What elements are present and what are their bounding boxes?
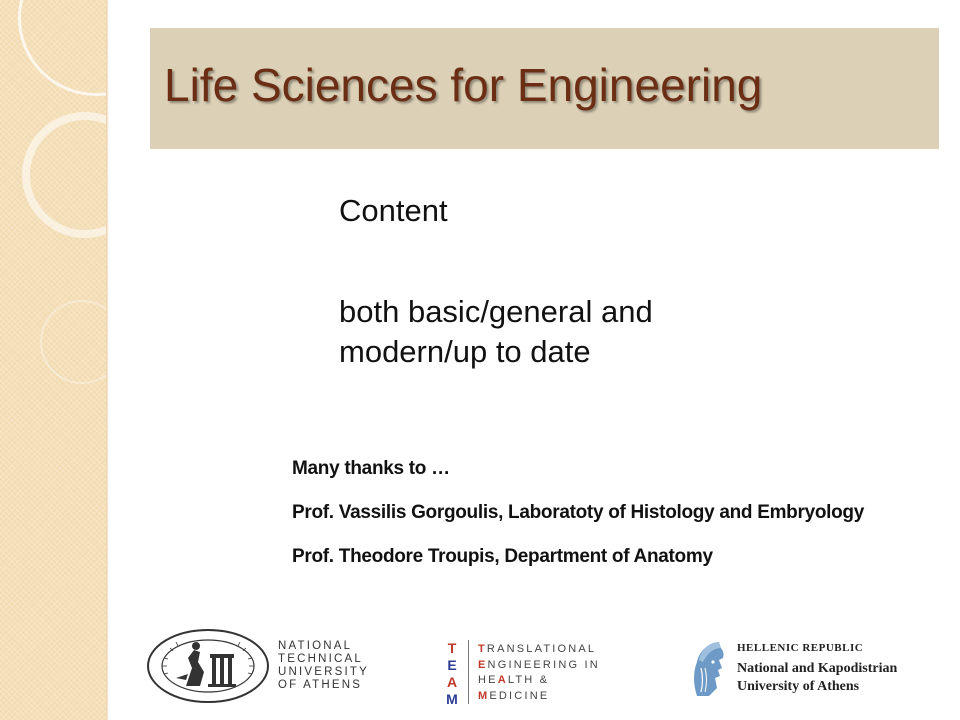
decorative-sidebar (0, 0, 106, 720)
team-line: MEDICINE (478, 689, 550, 702)
content-line: both basic/general and (339, 294, 653, 329)
decorative-ring (40, 300, 106, 384)
ntua-line: UNIVERSITY (278, 666, 370, 678)
team-divider (468, 640, 469, 704)
team-line: HEALTH & (478, 674, 550, 686)
acknowledgements (292, 458, 960, 590)
sidebar-edge (106, 0, 109, 720)
team-letter: M (446, 691, 458, 707)
ntua-name (278, 640, 369, 692)
team-letter: E (447, 657, 457, 673)
team-letter: T (447, 640, 457, 656)
slide-title: Life Sciences for Engineering (164, 59, 763, 111)
decorative-ring (22, 112, 106, 238)
ntua-line: TECHNICAL (278, 653, 363, 665)
team-acronym (443, 640, 461, 708)
content-line: modern/up to date (339, 334, 591, 369)
content-heading: Content (339, 193, 448, 228)
athena-head-icon (689, 638, 729, 700)
team-line: ENGINEERING IN (478, 658, 600, 671)
team-name (478, 642, 600, 704)
ntua-line: OF ATHENS (278, 679, 363, 691)
uoa-logo (689, 638, 949, 704)
ntua-logo (146, 628, 396, 704)
uoa-line: National and Kapodistrian (737, 661, 898, 676)
uoa-republic: HELLENIC REPUBLIC (737, 642, 864, 654)
decorative-ring (18, 0, 106, 96)
uoa-name (737, 660, 897, 696)
title-banner (150, 28, 939, 149)
thanks-line: Prof. Theodore Troupis, Department of Anatomy (292, 546, 713, 567)
content-body (339, 292, 759, 372)
team-logo (443, 640, 643, 706)
thanks-heading: Many thanks to … (292, 458, 450, 479)
team-letter: A (446, 674, 458, 690)
team-line: TRANSLATIONAL (478, 643, 597, 655)
ntua-line: NATIONAL (278, 640, 353, 652)
thanks-line: Prof. Vassilis Gorgoulis, Laboratoty of Histology and Embryology (292, 502, 864, 523)
uoa-line: University of Athens (737, 679, 860, 694)
ntua-seal-icon (146, 628, 270, 704)
